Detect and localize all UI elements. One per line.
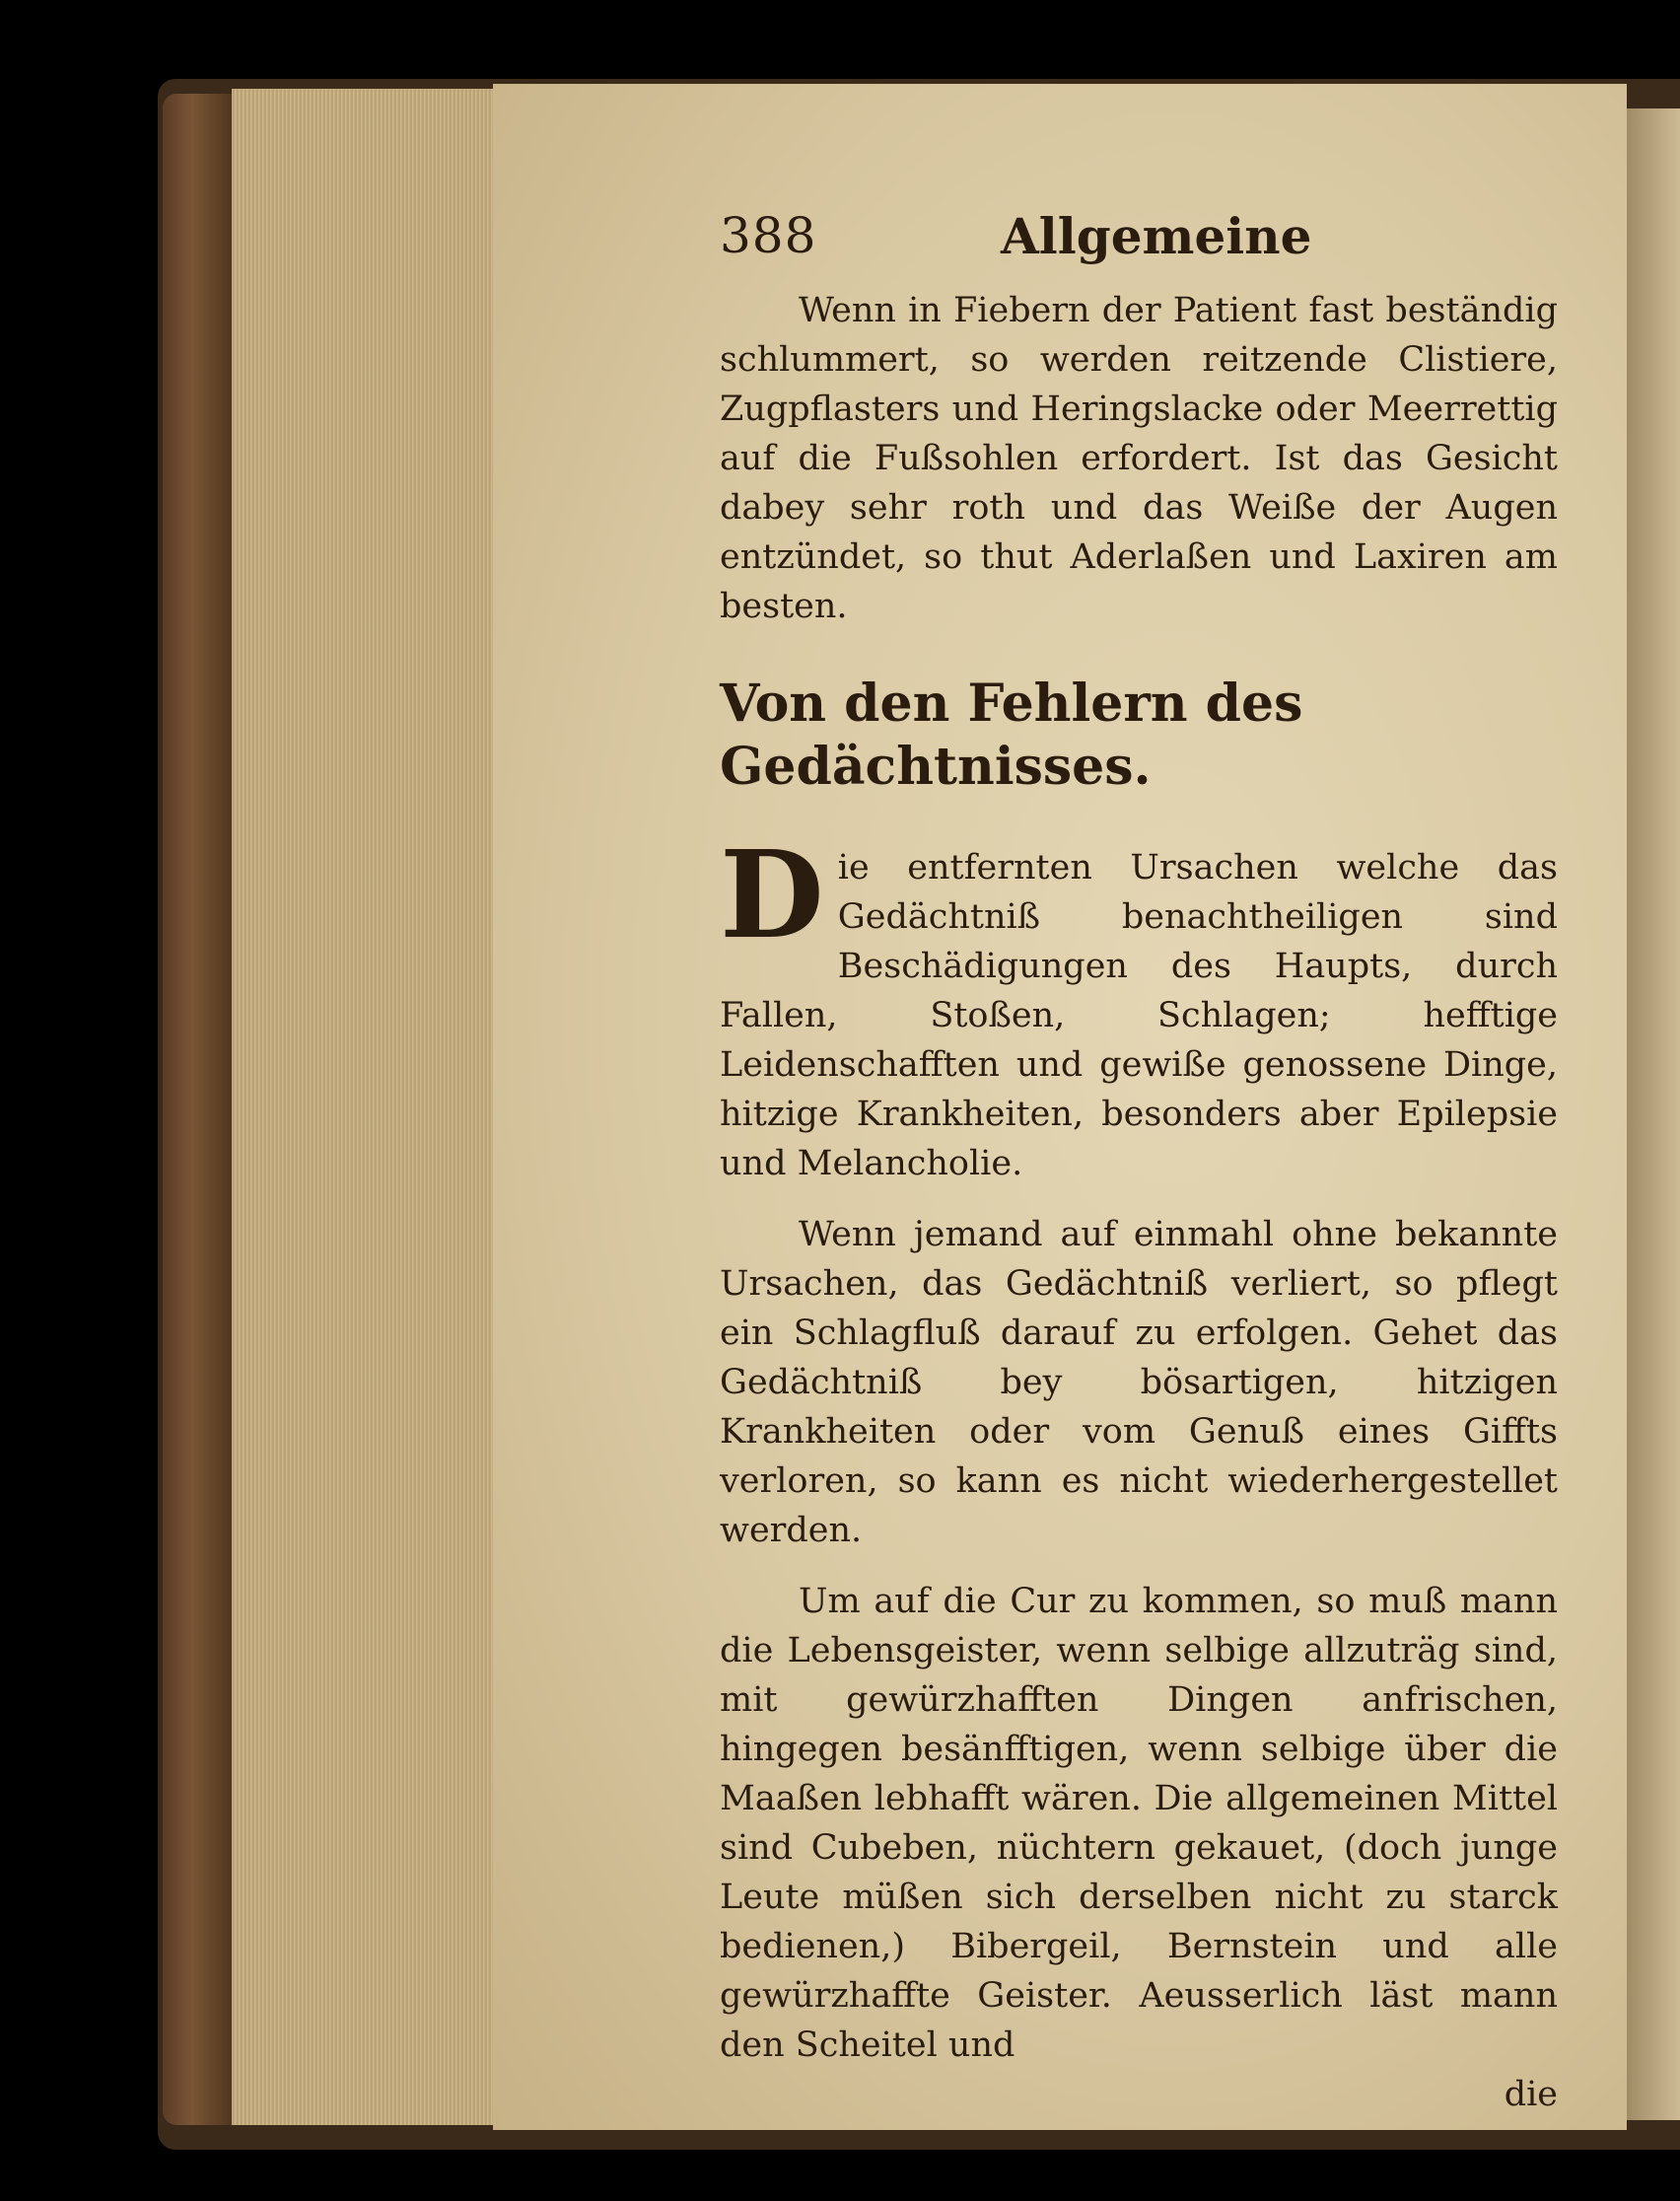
drop-cap: D [720,823,824,965]
running-head-title: Allgemeine [1001,207,1312,265]
leather-binding [163,94,237,2125]
paragraph-gap [720,1555,1558,1577]
page-number: 388 [720,207,817,264]
catchword: die [1504,2075,1558,2114]
paragraph-memory-loss: Wenn jemand auf einmahl ohne bekannte Ursachen, das Gedächtniß verliert, so pflegt ein Schlagfluß darauf zu erfolgen. Gehet das Gedächtniß bey bösartigen, hitzigen Krankheiten oder vom Genuß eines Giffts verloren, so kann es nicht wiederhergestellet werden. [720,1215,1558,1550]
facing-page-edge [1622,108,1680,2120]
paragraph-fever: Wenn in Fiebern der Patient fast beständig schlummert, so werden reitzende Clistiere, Zugpflasters und Heringslacke oder Meerrettig auf die Fußsohlen erfordert. Ist das Gesicht dabey sehr roth und das Weiße der Augen entzündet, so thut Aderlaßen und Laxiren am besten. [720,291,1558,626]
paragraph-causes-text: ie entfernten Ursachen welche das Gedächtniß benachtheiligen sind Beschädigungen des Haupts, durch Fallen, Stoßen, Schlagen; hefftige Leidenschafften und gewiße genossene Dinge, hitzige Krankheiten, besonders aber Epilepsie und Melancholie. [720,848,1558,1183]
paragraph-cure: Um auf die Cur zu kommen, so muß mann die Lebensgeister, wenn selbige allzuträg sind, mit gewürzhafften Dingen anfrischen, hingegen besänfftigen, wenn selbige über die Maaßen lebhafft wären. Die allgemeinen Mittel sind Cubeben, nüchtern gekauet, (doch junge Leute müßen sich derselben nicht zu starck bedienen,) Bibergeil, Bernstein und alle gewürzhaffte Geister. Aeusserlich läst mann den Scheitel und [720,1582,1558,2065]
page-edges [232,89,495,2125]
running-head [720,197,1558,286]
paragraph-gap [720,1188,1558,1210]
section-heading: Von den Fehlern des Gedächtnisses. [720,674,1303,797]
paragraph-causes [720,823,1558,1188]
text-block [720,197,1558,2119]
